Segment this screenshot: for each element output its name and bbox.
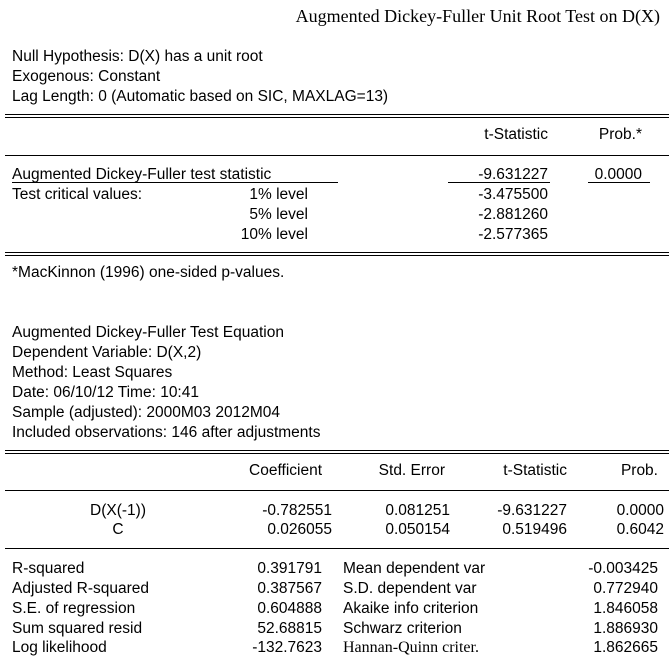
col-header-prob: Prob.* xyxy=(598,126,642,143)
stat-label: Akaike info criterion xyxy=(343,600,479,617)
critical-values-label: Test critical values: xyxy=(12,186,143,203)
level-label: 10% level xyxy=(240,226,308,243)
adf-test-stat-value: -9.631227 xyxy=(478,166,548,183)
col-header-tstat: t-Statistic xyxy=(484,126,548,143)
coef-row-std-error: 0.050154 xyxy=(385,521,450,538)
coef-row-variable: C xyxy=(112,521,124,538)
underline xyxy=(588,182,650,183)
method: Method: Least Squares xyxy=(12,364,173,381)
divider xyxy=(5,114,669,118)
underline xyxy=(448,182,550,183)
coef-row-variable: D(X(-1)) xyxy=(90,502,146,519)
observations: Included observations: 146 after adjustments xyxy=(12,424,321,441)
stat-label: Schwarz criterion xyxy=(343,620,462,637)
level-value: -3.475500 xyxy=(478,186,548,203)
date-time: Date: 06/10/12 Time: 10:41 xyxy=(12,384,199,401)
stat-value: 0.387567 xyxy=(257,580,322,597)
stat-label: S.D. dependent var xyxy=(343,580,477,597)
divider xyxy=(5,450,669,454)
stat-label: S.E. of regression xyxy=(12,600,136,617)
stat-value: 52.68815 xyxy=(257,620,322,637)
stat-value: 0.391791 xyxy=(257,560,322,577)
equation-title: Augmented Dickey-Fuller Test Equation xyxy=(12,324,284,341)
level-value: -2.577365 xyxy=(478,226,548,243)
adf-test-stat-prob: 0.0000 xyxy=(594,166,642,183)
stat-label: Log likelihood xyxy=(12,639,107,656)
col-header-prob: Prob. xyxy=(620,462,658,479)
stat-value: 1.862665 xyxy=(593,639,658,656)
underline xyxy=(12,182,338,183)
col-header-std-error: Std. Error xyxy=(378,462,445,479)
stat-value: 1.886930 xyxy=(593,620,658,637)
stat-value: 0.604888 xyxy=(257,600,322,617)
col-header-coefficient: Coefficient xyxy=(249,462,322,479)
coef-row-prob: 0.0000 xyxy=(616,502,664,519)
coef-row-prob: 0.6042 xyxy=(616,521,664,538)
divider xyxy=(5,548,669,549)
coef-row-tstat: 0.519496 xyxy=(502,521,567,538)
divider xyxy=(5,155,669,156)
page-title: Augmented Dickey-Fuller Unit Root Test on D(X) xyxy=(295,6,660,26)
stat-value: 1.846058 xyxy=(593,600,658,617)
exogenous: Exogenous: Constant xyxy=(12,68,161,85)
coef-row-coefficient: -0.782551 xyxy=(262,502,332,519)
stat-value: -132.7623 xyxy=(252,639,322,656)
null-hypothesis: Null Hypothesis: D(X) has a unit root xyxy=(12,48,263,65)
stat-label: Sum squared resid xyxy=(12,620,143,637)
level-value: -2.881260 xyxy=(478,206,548,223)
stat-label: Hannan-Quinn criter. xyxy=(343,639,479,656)
col-header-tstat: t-Statistic xyxy=(503,462,567,479)
adf-test-stat-label: Augmented Dickey-Fuller test statistic xyxy=(12,166,272,183)
sample: Sample (adjusted): 2000M03 2012M04 xyxy=(12,404,280,421)
coef-row-std-error: 0.081251 xyxy=(385,502,450,519)
stat-value: 0.772940 xyxy=(593,580,658,597)
divider xyxy=(5,252,669,256)
level-label: 1% level xyxy=(249,186,308,203)
dependent-variable: Dependent Variable: D(X,2) xyxy=(12,344,202,361)
stat-label: R-squared xyxy=(12,560,85,577)
stat-label: Mean dependent var xyxy=(343,560,486,577)
coef-row-tstat: -9.631227 xyxy=(497,502,567,519)
lag-length: Lag Length: 0 (Automatic based on SIC, MAXLAG=13) xyxy=(12,88,389,105)
footnote: *MacKinnon (1996) one-sided p-values. xyxy=(12,264,285,281)
coef-row-coefficient: 0.026055 xyxy=(267,521,332,538)
stat-label: Adjusted R-squared xyxy=(12,580,149,597)
level-label: 5% level xyxy=(249,206,308,223)
stat-value: -0.003425 xyxy=(588,560,658,577)
divider xyxy=(5,490,669,491)
